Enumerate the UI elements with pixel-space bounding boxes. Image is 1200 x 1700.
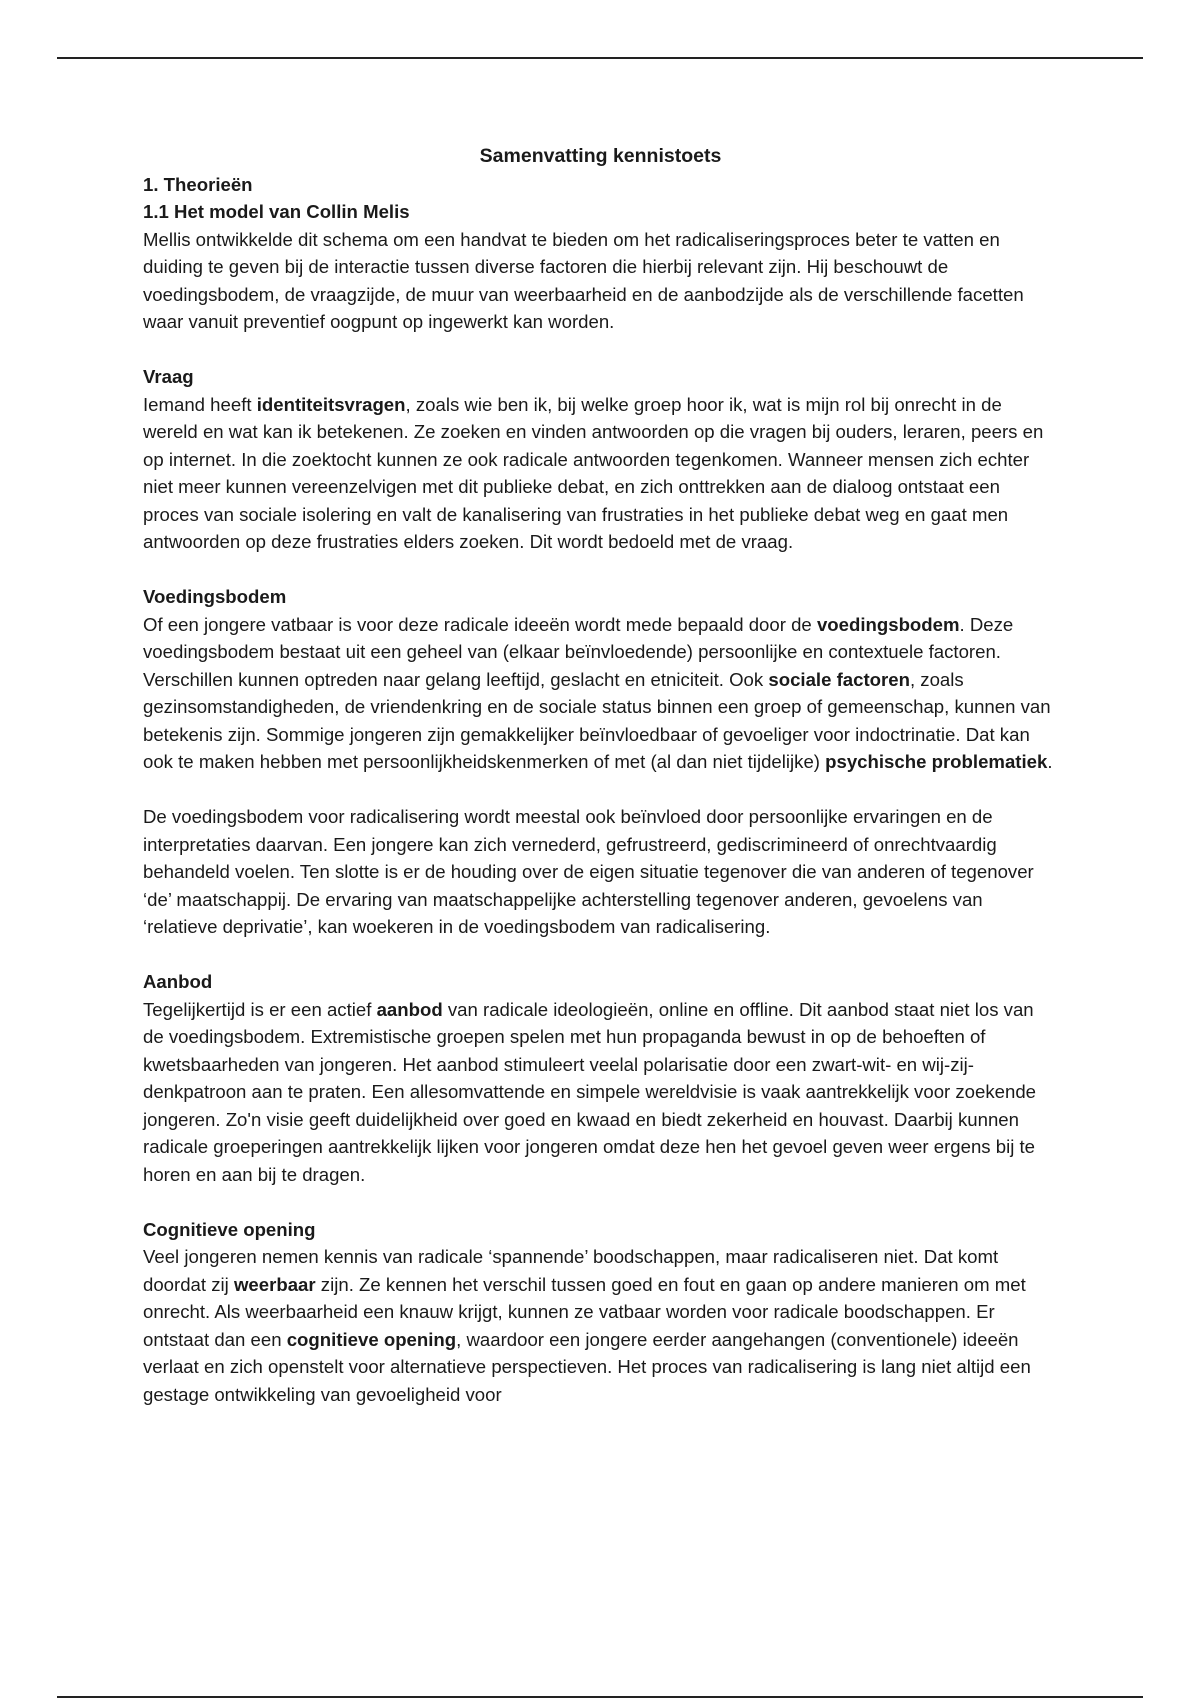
footer-rule <box>57 1696 1143 1698</box>
spacer <box>143 941 1058 969</box>
section-heading: 1.1 Het model van Collin Melis <box>143 201 410 222</box>
voedingsbodem-paragraph-1 <box>143 611 1058 776</box>
vraag-paragraph <box>143 391 1058 556</box>
text-run: van radicale ideologieën, online en offline. Dit aanbod staat niet los van de voedingsbodem. Extremistische groepen spelen met hun propaganda bewust in op de behoeften of kwetsbaarheden van jongeren. Het aanbod stimuleert veelal polarisatie door een zwart-wit- en wij-zij-denkpatroon aan te praten. Een allesomvattende en simpele wereldvisie is vaak aantrekkelijk voor zoekende jongeren. Zo'n visie geeft duidelijkheid over goed en kwaad en biedt zekerheid en houvast. Daarbij kunnen radicale groeperingen aantrekkelijk lijken voor jongeren omdat deze hen het gevoel geven weer ergens bij te horen en aan bij te dragen. <box>143 998 1037 1185</box>
bold-term: psychische problematiek <box>825 751 1048 772</box>
cognitieve-heading: Cognitieve opening <box>143 1218 316 1240</box>
bold-term: aanbod <box>376 998 443 1020</box>
text-run: . <box>1047 751 1053 772</box>
spacer <box>143 336 1058 364</box>
bold-term: weerbaar <box>233 1273 316 1295</box>
text-run: , zoals wie ben ik, bij welke groep hoor ik, wat is mijn rol bij onrecht in de wereld en wat kan ik betekenen. Ze zoeken en vinden antwoorden op die vragen bij ouders, leraren, peers en op internet. In die zoektocht kunnen ze ook radicale antwoorden tegenkomen. Wanneer mensen zich echter niet meer kunnen vereenzelvigen met dit publieke debat, en zich onttrekken aan de dialoog ontstaat een proces van sociale isolering en valt de kanalisering van frustraties in het publieke debat weg en gaat men antwoorden op deze frustraties elders zoeken. Dit wordt bedoeld met de vraag. <box>143 393 1044 552</box>
aanbod-paragraph <box>143 996 1058 1189</box>
text-run: zijn. Ze kennen het verschil tussen goed en fout en gaan op andere manieren om met onrecht. Als weerbaarheid een knauw krijgt, kunnen ze vatbaar worden voor radicale boodschappen. Er ontstaat dan een <box>143 1273 1026 1350</box>
text-run: , zoals gezinsomstandigheden, de vriendenkring en de sociale status binnen een groep of gemeenschap, kunnen van betekenis zijn. Sommige jongeren zijn gemakkelijker beïnvloedbaar of gevoeliger voor indoctrinatie. Dat kan ook te maken hebben met persoonlijkheidskenmerken of met (al dan niet tijdelijke) <box>143 668 1051 772</box>
bold-term: cognitieve opening <box>286 1328 457 1350</box>
voedingsbodem-heading: Voedingsbodem <box>143 586 287 607</box>
cognitieve-paragraph <box>143 1243 1058 1408</box>
document-body <box>143 143 1058 1408</box>
text-run: Of een jongere vatbaar is voor deze radicale ideeën wordt mede bepaald door de <box>143 613 817 635</box>
aanbod-heading: Aanbod <box>143 971 213 992</box>
text-run: . Deze voedingsbodem bestaat uit een geheel van (elkaar beïnvloedende) persoonlijke en contextuele factoren. Verschillen kunnen optreden naar gelang leeftijd, geslacht en etniciteit. Ook <box>143 613 1014 690</box>
spacer <box>143 1188 1058 1216</box>
bold-term: voedingsbodem <box>816 613 960 635</box>
chapter-heading: 1. Theorieën <box>143 173 253 195</box>
text-run: Iemand heeft <box>143 393 257 415</box>
intro-paragraph: Mellis ontwikkelde dit schema om een handvat te bieden om het radicaliseringsproces beter te vatten en duiding te geven bij de interactie tussen diverse factoren die hierbij relevant zijn. Hij beschouwt de voedingsbodem, de vraagzijde, de muur van weerbaarheid en de aanbodzijde als de verschillende facetten waar vanuit preventief oogpunt op ingewerkt kan worden. <box>143 228 1024 332</box>
text-run: Tegelijkertijd is er een actief <box>143 998 377 1020</box>
spacer <box>143 776 1058 804</box>
document-title: Samenvatting kennistoets <box>479 145 722 167</box>
bold-term: sociale factoren <box>768 668 910 690</box>
bold-term: identiteitsvragen <box>256 393 406 415</box>
text-run: , waardoor een jongere eerder aangehangen (conventionele) ideeën verlaat en zich openstelt voor alternatieve perspectieven. Het proces van radicalisering is lang niet altijd een gestage ontwikkeling van gevoeligheid voor <box>143 1328 1031 1405</box>
text-run: Veel jongeren nemen kennis van radicale ‘spannende’ boodschappen, maar radicaliseren niet. Dat komt doordat zij <box>143 1246 999 1295</box>
header-rule <box>57 57 1143 59</box>
spacer <box>143 556 1058 584</box>
vraag-heading: Vraag <box>143 366 194 387</box>
voedingsbodem-paragraph-2: De voedingsbodem voor radicalisering wordt meestal ook beïnvloed door persoonlijke ervaringen en de interpretaties daarvan. Een jongere kan zich vernederd, gefrustreerd, gediscrimineerd of onrechtvaardig behandeld voelen. Ten slotte is er de houding over de eigen situatie tegenover die van anderen of tegenover ‘de’ maatschappij. De ervaring van maatschappelijke achterstelling tegenover anderen, gevoelens van ‘relatieve deprivatie’, kan woekeren in de voedingsbodem van radicalisering. <box>143 806 1034 937</box>
